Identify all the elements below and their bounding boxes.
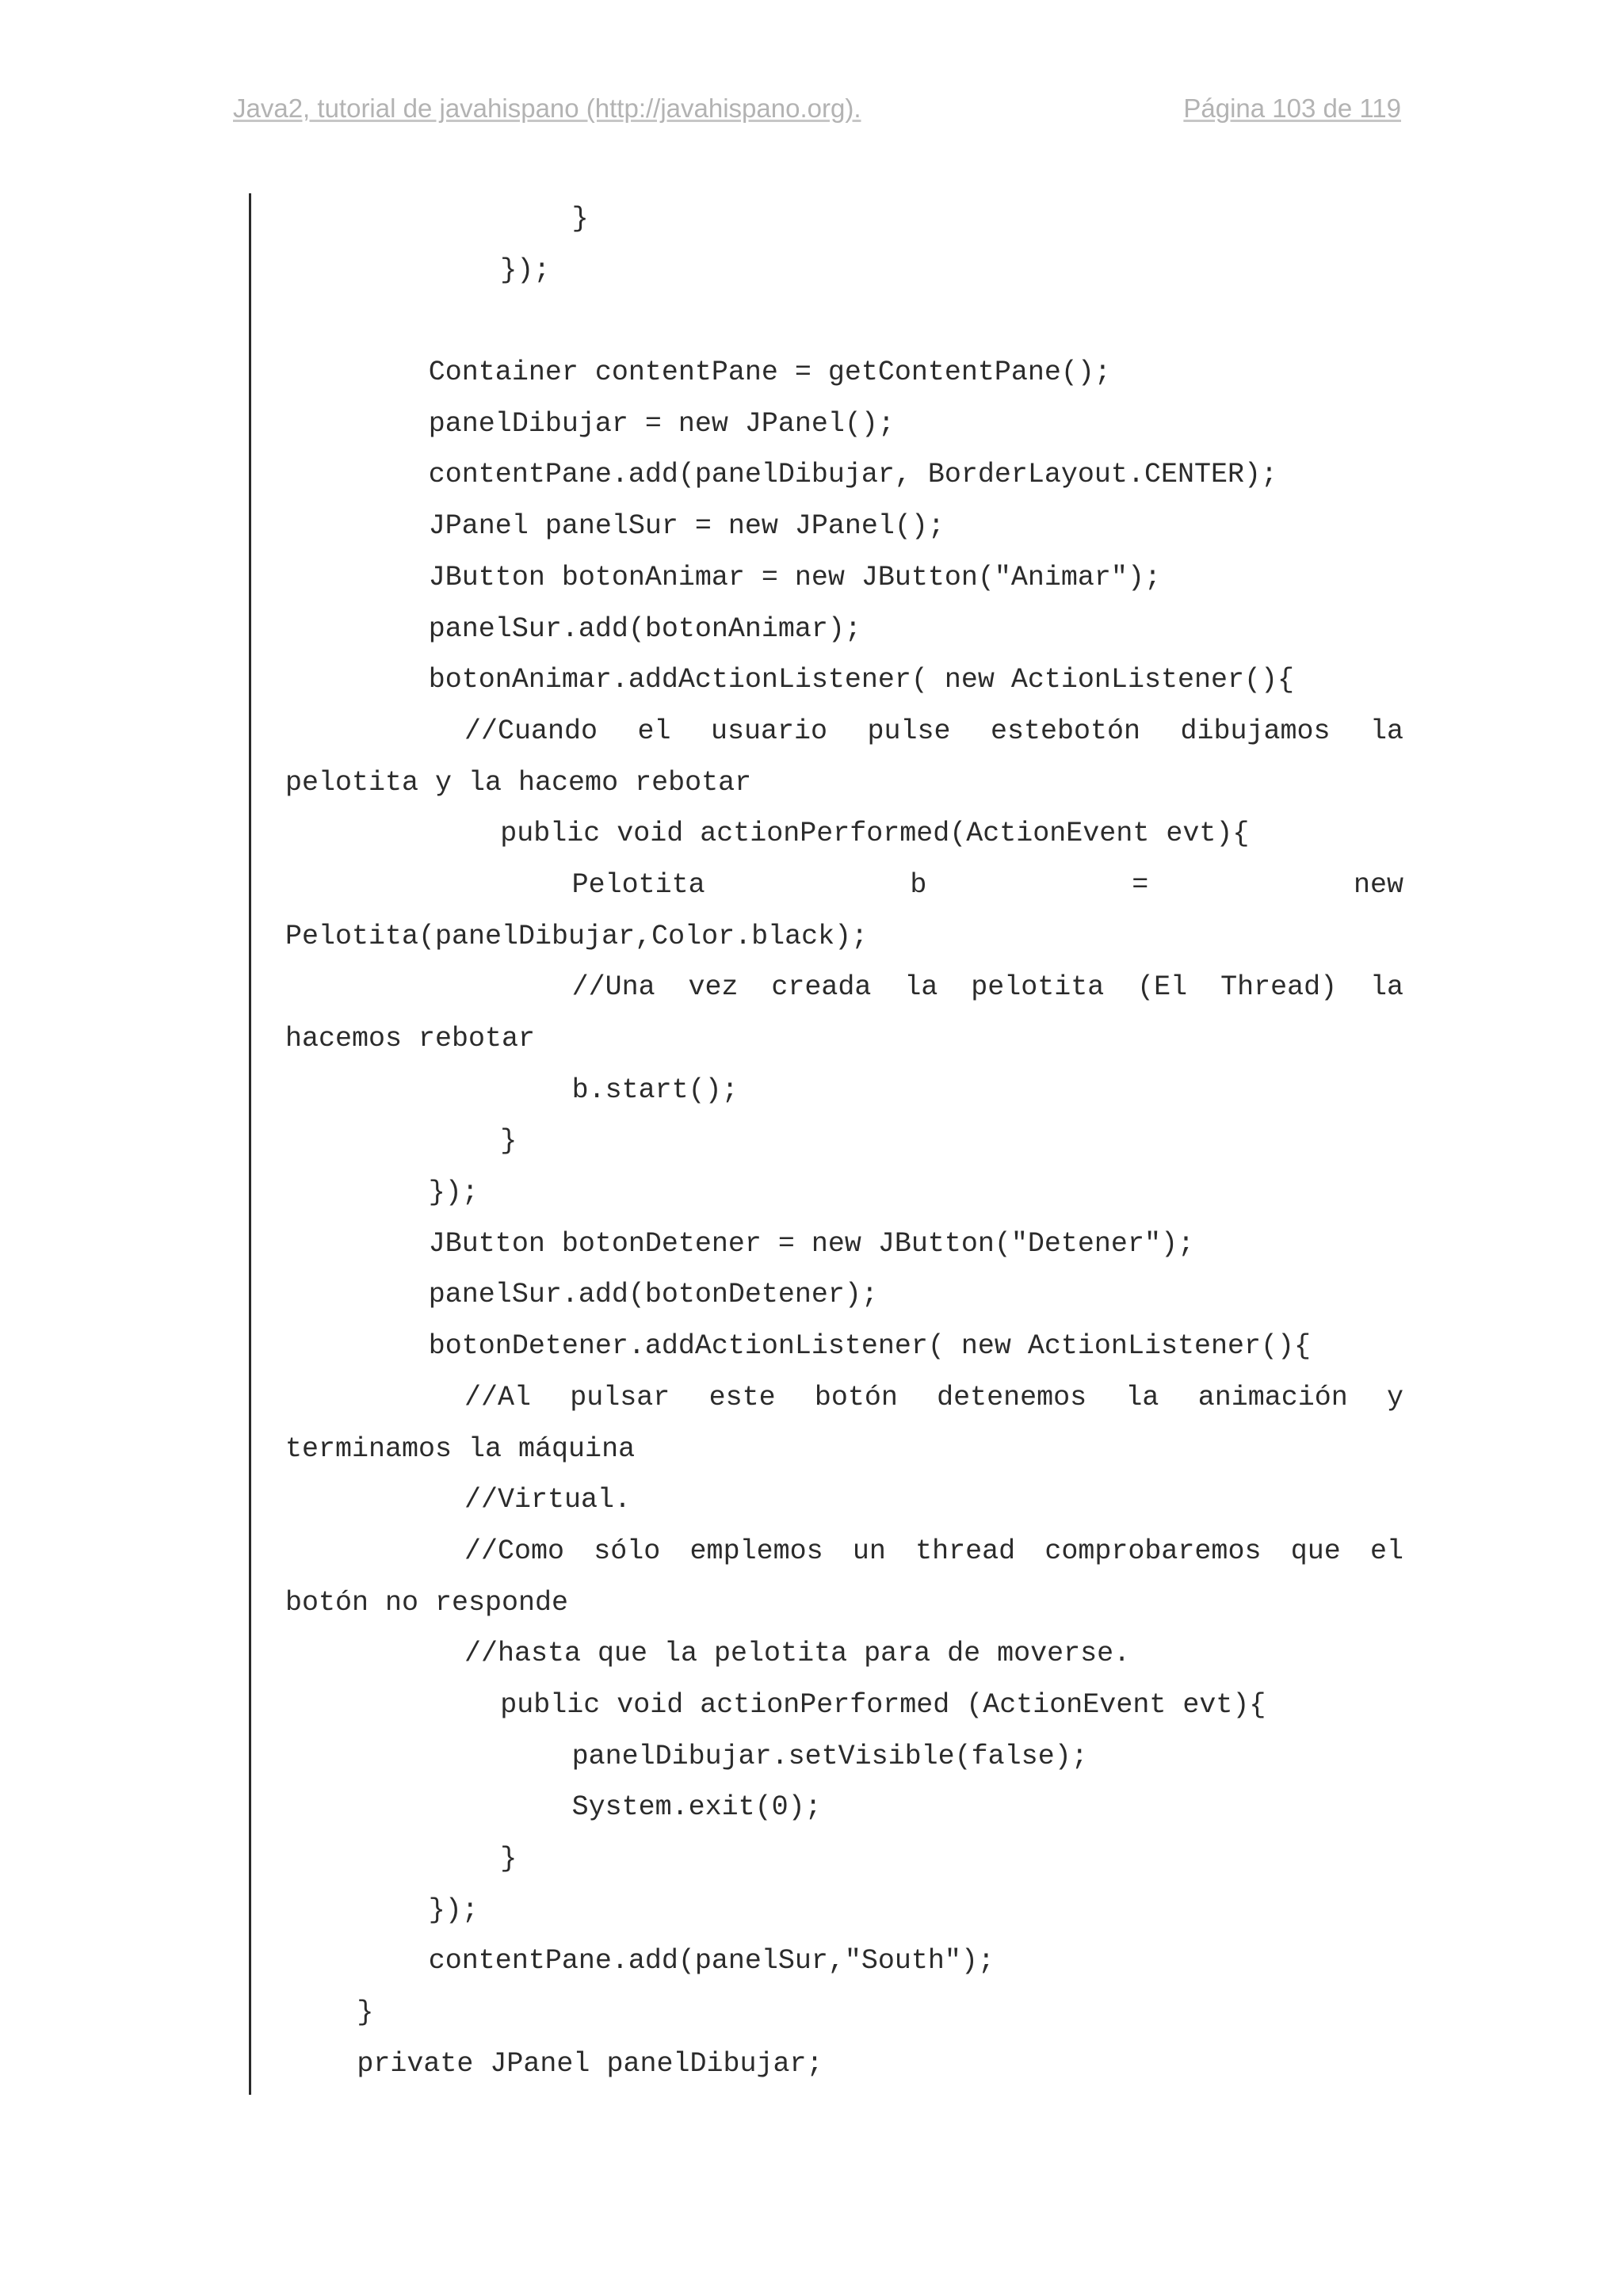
code-line — [285, 296, 1403, 347]
code-block — [249, 193, 1403, 2095]
code-line: System.exit(0); — [571, 1791, 822, 1824]
code-line: //hasta que la pelotita para de moverse. — [464, 1638, 1131, 1670]
code-line: botón no responde — [285, 1586, 569, 1619]
code-line: Container contentPane = getContentPane(); — [428, 357, 1111, 389]
code-line: botonDetener.addActionListener( new ActionListener(){ — [428, 1330, 1311, 1363]
code-line: panelSur.add(botonDetener); — [428, 1279, 878, 1311]
code-line: terminamos la máquina — [285, 1432, 636, 1465]
code-line: }); — [500, 254, 551, 286]
code-lines — [285, 193, 1403, 2089]
code-line: } — [571, 203, 589, 235]
code-line: Pelotita b = new — [571, 868, 1403, 901]
code-line: contentPane.add(panelDibujar, BorderLayout.CENTER); — [428, 459, 1277, 491]
code-line: //Una vez creada la pelotita (El Thread) la — [571, 971, 1403, 1004]
code-line: panelSur.add(botonAnimar); — [428, 612, 861, 645]
code-line: JPanel panelSur = new JPanel(); — [428, 510, 945, 543]
header-title-link[interactable]: Java2, tutorial de javahispano (http://javahispano.org). — [233, 93, 861, 123]
code-line: hacemos rebotar — [285, 1023, 536, 1055]
code-line: JButton botonDetener = new JButton("Detener"); — [428, 1227, 1194, 1260]
code-line: JButton botonAnimar = new JButton("Animar"); — [428, 561, 1161, 593]
code-line: b.start(); — [571, 1074, 739, 1106]
code-line: }); — [428, 1177, 479, 1209]
page-number: Página 103 de 119 — [1183, 93, 1401, 123]
code-line: public void actionPerformed (ActionEvent evt){ — [500, 1688, 1266, 1721]
code-line: //Al pulsar este botón detenemos la animación y — [464, 1381, 1403, 1413]
code-line: } — [500, 1125, 517, 1158]
code-line: panelDibujar.setVisible(false); — [571, 1740, 1088, 1772]
code-line: } — [357, 1997, 374, 2029]
code-line: public void actionPerformed(ActionEvent evt){ — [500, 818, 1250, 850]
code-line: private JPanel panelDibujar; — [357, 2047, 823, 2080]
page-header — [233, 93, 1401, 132]
code-line: //Como sólo emplemos un thread comprobaremos que el — [464, 1535, 1403, 1567]
code-line: botonAnimar.addActionListener( new ActionListener(){ — [428, 664, 1294, 696]
code-line: contentPane.add(panelSur,"South"); — [428, 1945, 995, 1978]
code-line: pelotita y la hacemo rebotar — [285, 766, 752, 799]
code-line: //Cuando el usuario pulse estebotón dibujamos la — [464, 715, 1403, 747]
code-line: } — [500, 1843, 517, 1875]
code-line: }); — [428, 1894, 479, 1926]
code-line: //Virtual. — [464, 1484, 632, 1516]
code-line: panelDibujar = new JPanel(); — [428, 407, 895, 440]
code-line: Pelotita(panelDibujar,Color.black); — [285, 920, 869, 952]
